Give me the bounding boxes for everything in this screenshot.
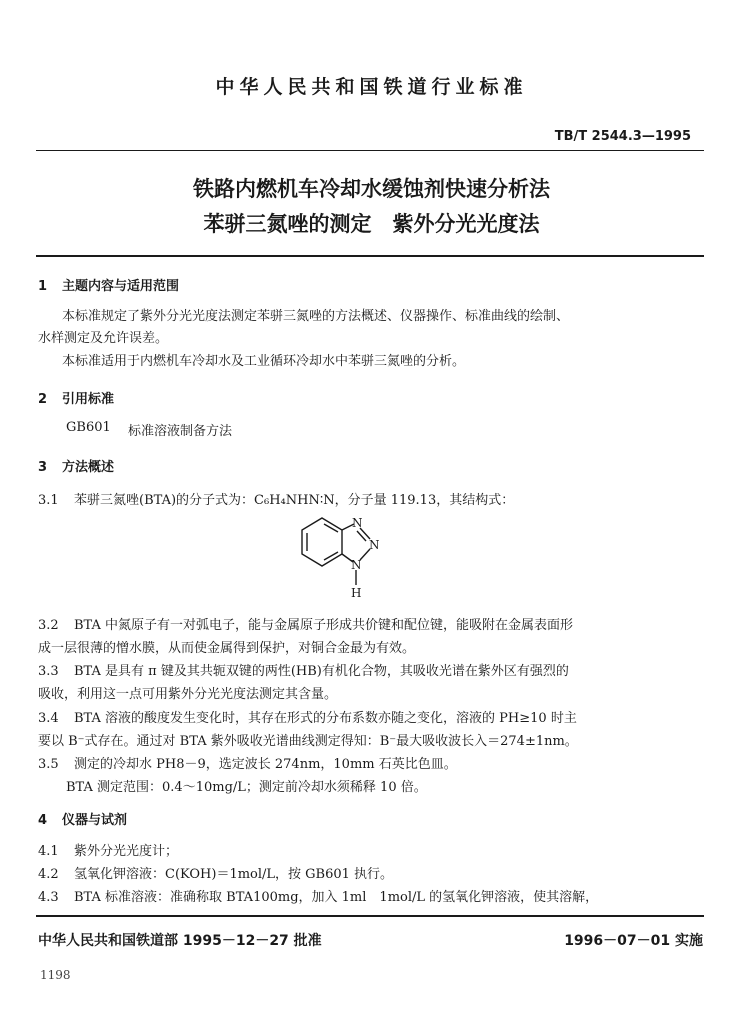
title-rule bbox=[36, 255, 704, 257]
clause-3-4 bbox=[38, 707, 577, 726]
clause-4-1 bbox=[38, 840, 178, 859]
clause-3-2 bbox=[38, 614, 573, 633]
section-4-heading bbox=[38, 809, 127, 828]
atom-label-h: H bbox=[351, 586, 362, 600]
clause-text: BTA 是具有 π 键及其共轭双键的两性(HB)有机化合物，其吸收光谱在紫外区有强烈的 bbox=[74, 664, 569, 679]
implementation-date: 1996－07－01 实施 bbox=[564, 933, 703, 949]
clause-text: 测定的冷却水 PH8－9，选定波长 274nm，10mm 石英比色皿。 bbox=[74, 757, 457, 772]
clause-continuation: 成一层很薄的憎水膜，从而使金属得到保护，对铜合金最为有效。 bbox=[38, 641, 416, 656]
clause-number: 4.3 bbox=[38, 890, 59, 905]
benzene-ring bbox=[302, 518, 342, 566]
clause-3-3 bbox=[38, 660, 569, 679]
section-3-heading bbox=[38, 456, 114, 475]
clause-number: 4.2 bbox=[38, 867, 59, 882]
section-title: 引用标准 bbox=[62, 392, 115, 407]
clause-number: 3.4 bbox=[38, 711, 59, 726]
approval-statement: 中华人民共和国铁道部 1995－12－27 批准 bbox=[38, 933, 322, 949]
clause-continuation: 要以 B⁻式存在。通过对 BTA 紫外吸收光谱曲线测定得知：B⁻最大吸收波长入＝274±1nm。 bbox=[38, 734, 578, 749]
reference-code: GB601 bbox=[66, 420, 111, 435]
document-title-line1: 铁路内燃机车冷却水缓蚀剂快速分析法 bbox=[193, 177, 550, 201]
clause-number: 3.3 bbox=[38, 664, 59, 679]
section-title: 仪器与试剂 bbox=[62, 813, 128, 828]
clause-continuation: BTA 测定范围：0.4～10mg/L；测定前冷却水须稀释 10 倍。 bbox=[66, 780, 427, 795]
section-title: 方法概述 bbox=[62, 460, 115, 475]
bta-structure-diagram bbox=[296, 512, 406, 602]
clause-text: 氢氧化钾溶液：C(KOH)＝1mol/L，按 GB601 执行。 bbox=[74, 867, 394, 882]
ring-double-bond bbox=[324, 524, 338, 532]
clause-text: BTA 标准溶液：准确称取 BTA100mg，加入 1ml 1mol/L 的氢氧化钾溶液，使其溶解， bbox=[74, 890, 599, 905]
header-rule bbox=[36, 150, 704, 151]
section-1-heading bbox=[38, 275, 179, 294]
section-number: 1 bbox=[38, 279, 48, 294]
section-number: 3 bbox=[38, 460, 48, 475]
reference-title: 标准溶液制备方法 bbox=[128, 424, 233, 439]
clause-4-3 bbox=[38, 886, 598, 905]
clause-number: 3.5 bbox=[38, 757, 59, 772]
clause-text: BTA 溶液的酸度发生变化时，其存在形式的分布系数亦随之变化，溶液的 PH≥10 时主 bbox=[74, 711, 577, 726]
section-title: 主题内容与适用范围 bbox=[62, 279, 180, 294]
clause-3-1 bbox=[38, 489, 514, 508]
clause-4-2 bbox=[38, 863, 393, 882]
clause-text: 苯骈三氮唑(BTA)的分子式为：C₆H₄NHN∶N，分子量 119.13，其结构式： bbox=[74, 493, 515, 508]
atom-label-n3: N bbox=[351, 558, 362, 572]
footer-rule bbox=[36, 915, 704, 917]
clause-number: 3.1 bbox=[38, 493, 59, 508]
clause-number: 3.2 bbox=[38, 618, 59, 633]
paragraph: 水样测定及允许误差。 bbox=[38, 331, 169, 346]
standard-number: TB/T 2544.3—1995 bbox=[554, 129, 691, 144]
section-number: 4 bbox=[38, 813, 48, 828]
ring-double-bond bbox=[324, 552, 338, 560]
page-number: 1198 bbox=[40, 968, 71, 982]
standard-org-heading: 中华人民共和国铁道行业标准 bbox=[215, 76, 528, 98]
section-2-heading bbox=[38, 388, 114, 407]
clause-number: 4.1 bbox=[38, 844, 59, 859]
paragraph: 本标准规定了紫外分光光度法测定苯骈三氮唑的方法概述、仪器操作、标准曲线的绘制、 bbox=[62, 309, 570, 324]
atom-label-n2: N bbox=[369, 538, 380, 552]
clause-continuation: 吸收，利用这一点可用紫外分光光度法测定其含量。 bbox=[38, 687, 338, 702]
clause-text: BTA 中氮原子有一对弧电子，能与金属原子形成共价键和配位键，能吸附在金属表面形 bbox=[74, 618, 574, 633]
atom-label-n1: N bbox=[352, 516, 363, 530]
section-number: 2 bbox=[38, 392, 48, 407]
clause-3-5 bbox=[38, 753, 457, 772]
clause-text: 紫外分光光度计； bbox=[74, 844, 179, 859]
document-title-line2: 苯骈三氮唑的测定 紫外分光光度法 bbox=[203, 212, 540, 236]
paragraph: 本标准适用于内燃机车冷却水及工业循环冷却水中苯骈三氮唑的分析。 bbox=[62, 354, 466, 369]
